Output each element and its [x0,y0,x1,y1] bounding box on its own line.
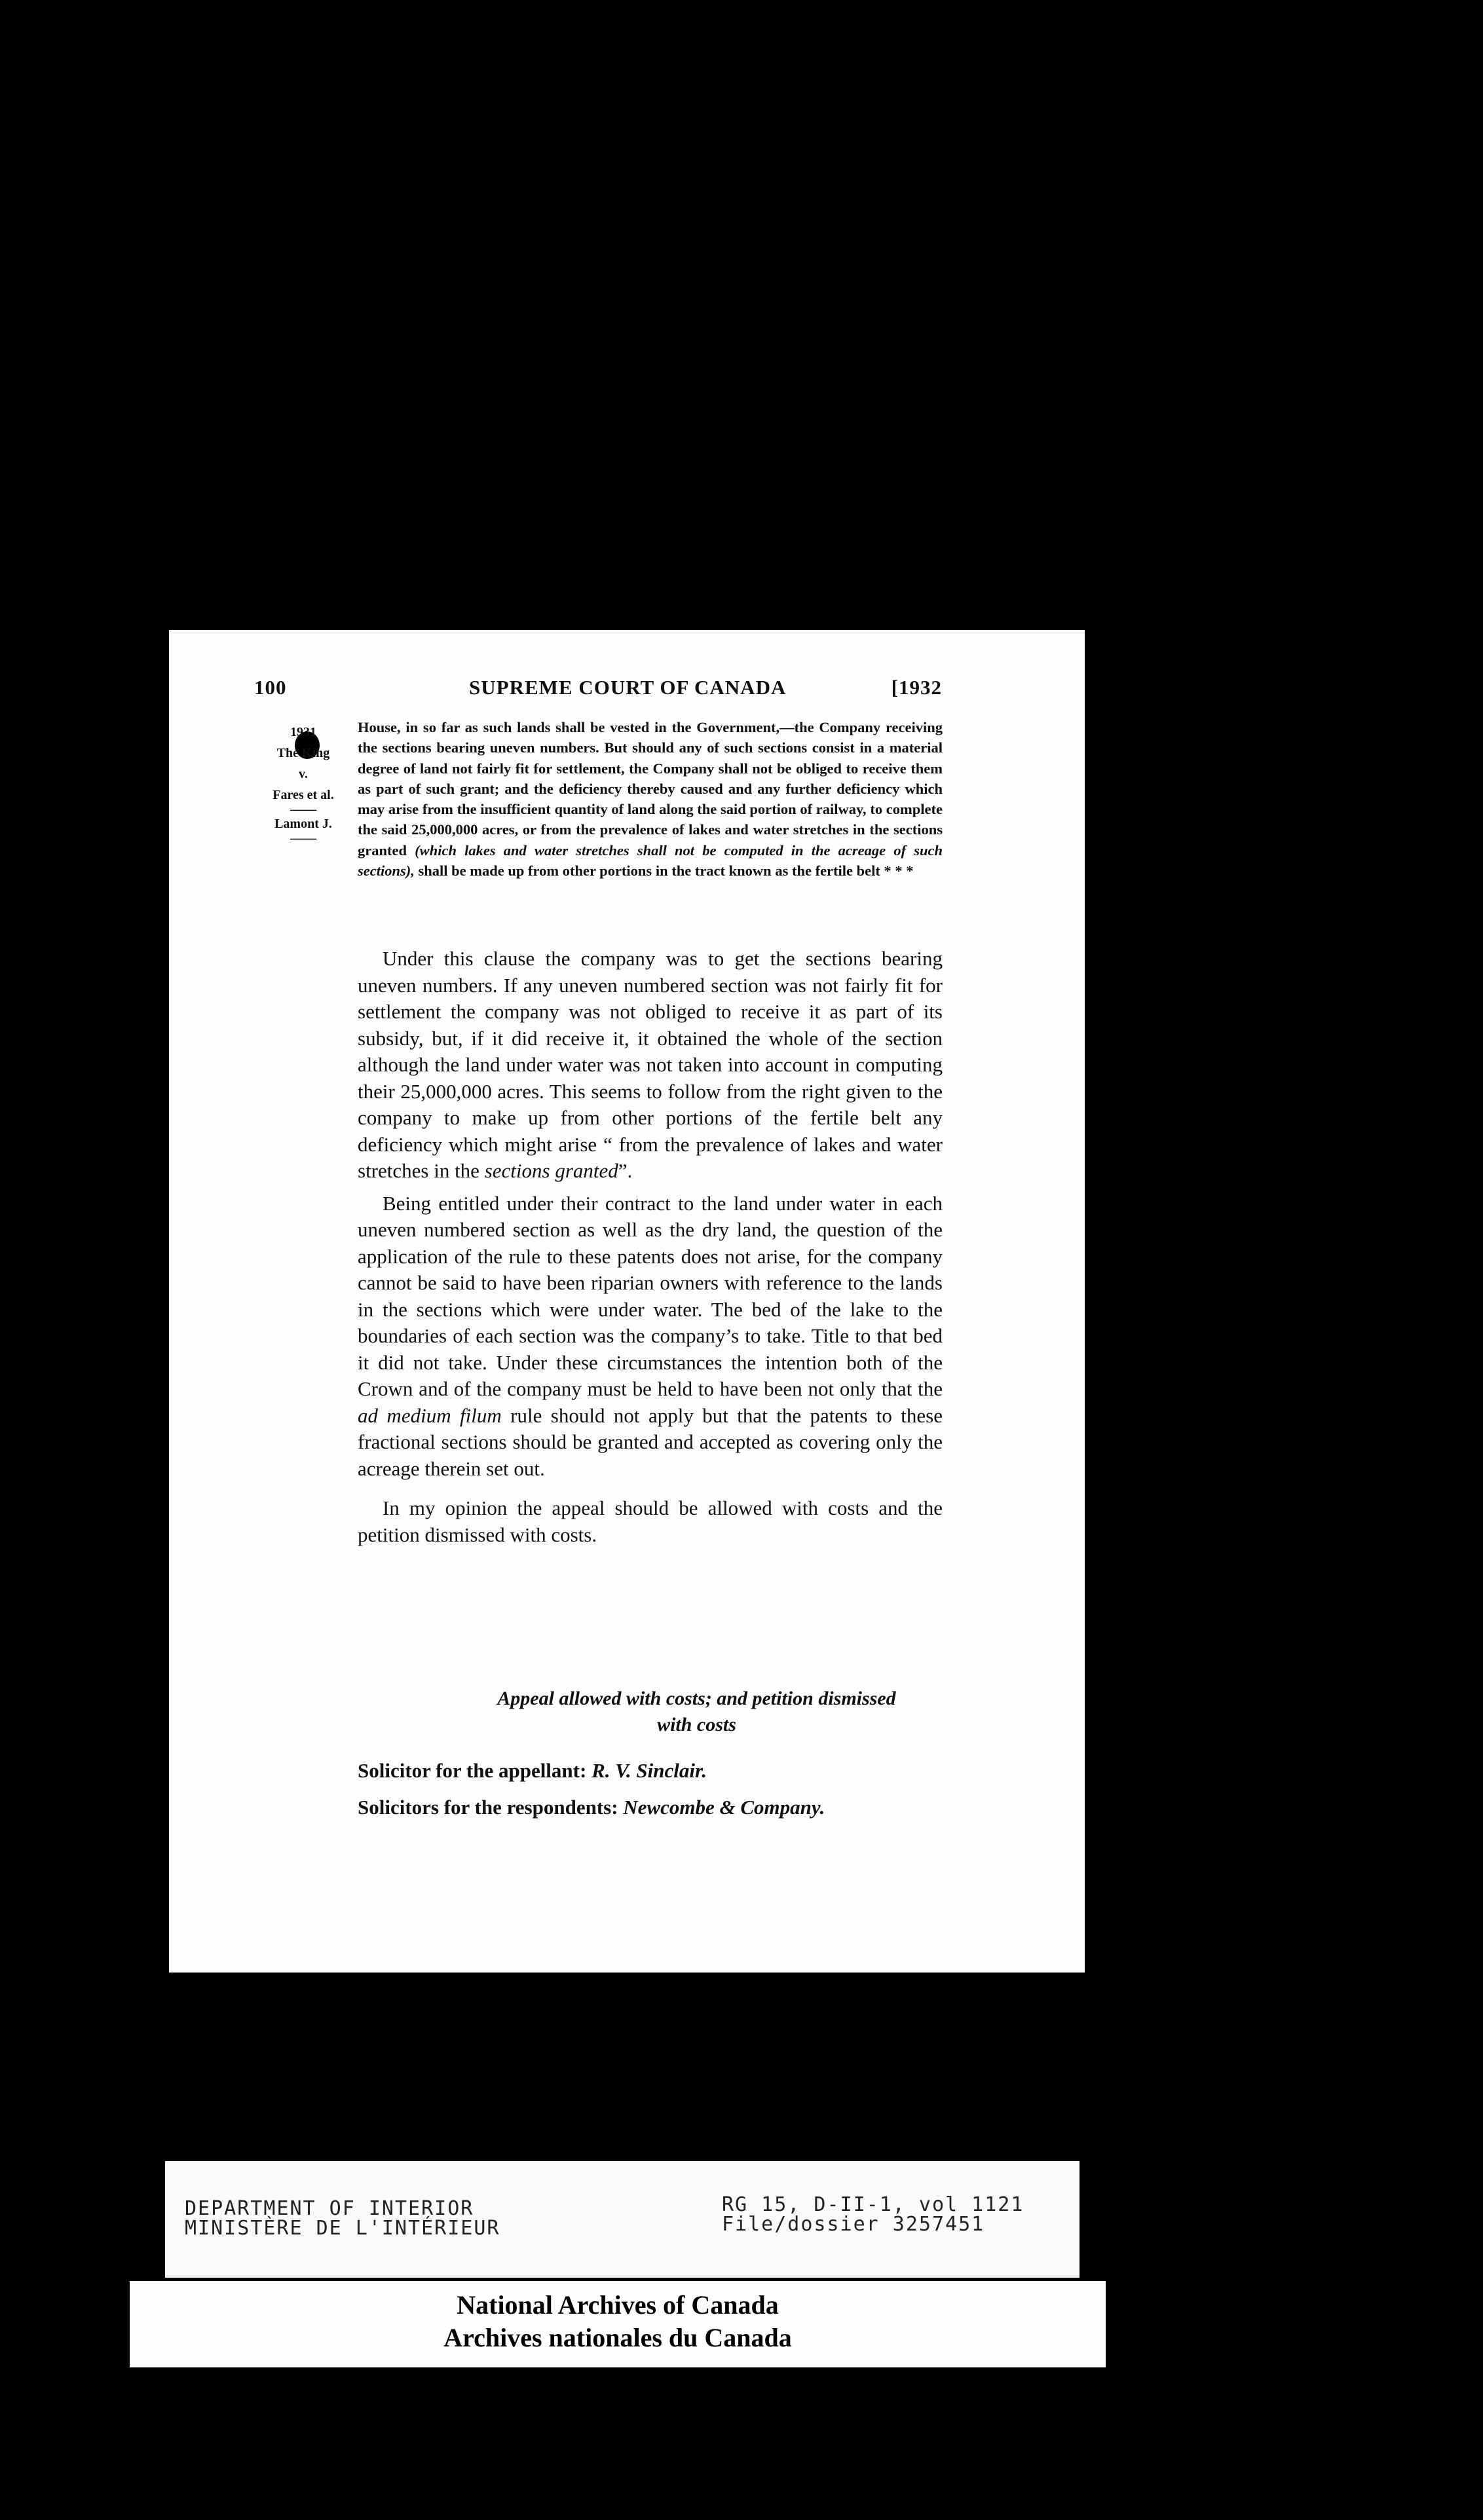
appellant-name: R. V. Sinclair. [591,1759,707,1782]
disposition-line-1: Appeal allowed with costs; and petition dismissed [497,1688,896,1709]
quote-text-1: House, in so far as such lands shall be vested in the Government,—the Company receiving the sections bearing uneven numbers. But should any of such sections consist in a material degree of land not fairly fit for settlement, the Company shall not be obliged to receive them as part of such grant; and the deficiency thereby caused and any further deficiency which may arise from the insufficient quantity of land along the said portion of railway, to complete the said 25,000,000 acres, or from the prevalence of lakes and water stretches in the sections granted [358,719,943,859]
margin-year: 1931 [290,725,316,739]
margin-party-1: The King [276,746,330,760]
margin-rule: —— [290,802,316,817]
paragraph-3: In my opinion the appeal should be allowed with costs and the petition dismissed with costs. [358,1496,943,1546]
para2-text-2: rule should not apply but that the patents to these fractional sections should be granted and accepted as covering only the acreage therein set out. [358,1403,943,1480]
para1-text: Under this clause the company was to get the sections bearing uneven numbers. If any uneven numbered section was not fairly fit for settlement the company was not obliged to receive it as part of its subsidy, but, if it did receive it, it obtained the whole of the section although the land under water was not taken into account in computing their 25,000,000 acres. This seems to follow from the right given to the company to make up from other portions of the fertile belt any deficiency which might arise “ from the prevalence of lakes and water stretches in the [358,947,943,1182]
solicitor-respondents [358,1794,825,1821]
disposition-line-2: with costs [657,1714,736,1735]
respondents-name: Newcombe & Company. [623,1796,825,1819]
archive-label-fr: Archives nationales du Canada [443,2323,792,2352]
quote-italic: (which lakes and water stretches shall not be computed in the acreage of such sections), [358,842,943,880]
para1-end: ”. [618,1159,633,1182]
stamp-file-ref: File/dossier 3257451 [722,2213,985,2236]
para2-italic: ad medium filum [358,1403,502,1427]
respondents-label: Solicitors for the respondents: [358,1796,618,1819]
margin-rule-2: —— [290,831,316,845]
stamp-reference [722,2195,1024,2234]
solicitor-appellant [358,1758,707,1784]
stamp-rg-ref: RG 15, D-II-1, vol 1121 [722,2193,1024,2216]
quote-text-2: shall be made up from other portions in the tract known as the fertile belt * * * [418,862,914,880]
para1-italic: sections granted [484,1159,618,1182]
page-number: 100 [254,676,287,699]
page-header [254,676,942,709]
scanned-page [169,630,1085,1973]
margin-versus: v. [299,767,308,781]
stamp-department [185,2199,500,2238]
margin-judge: Lamont J. [274,817,332,831]
appellant-label: Solicitor for the appellant: [358,1759,587,1782]
margin-note [261,722,346,845]
quoted-clause [358,717,943,881]
year-bracket: [1932 [891,676,942,699]
archive-label [130,2281,1106,2367]
stamp-dept-fr: MINISTÈRE DE L'INTÉRIEUR [185,2217,500,2240]
stamp-dept-en: DEPARTMENT OF INTERIOR [185,2197,474,2220]
paragraph-2 [358,1191,943,1483]
archive-label-en: National Archives of Canada [457,2290,779,2320]
disposition [451,1686,943,1738]
archive-stamp [165,2161,1079,2278]
para2-text: Being entitled under their contract to the land under water in each uneven numbered section as well as the dry land, the question of the application of the rule to these patents does not arise, for the company cannot be said to have been riparian owners with reference to the lands in the sections which were under water. The bed of the lake to the boundaries of each section was the company’s to take. Title to that bed it did not take. Under these circumstances the intention both of the Crown and of the company must be held to have been not only that the [358,1191,943,1400]
judgment-body [358,946,943,1548]
paragraph-1 [358,946,943,1185]
running-title: SUPREME COURT OF CANADA [469,676,787,699]
margin-party-2: Fares et al. [272,788,334,802]
